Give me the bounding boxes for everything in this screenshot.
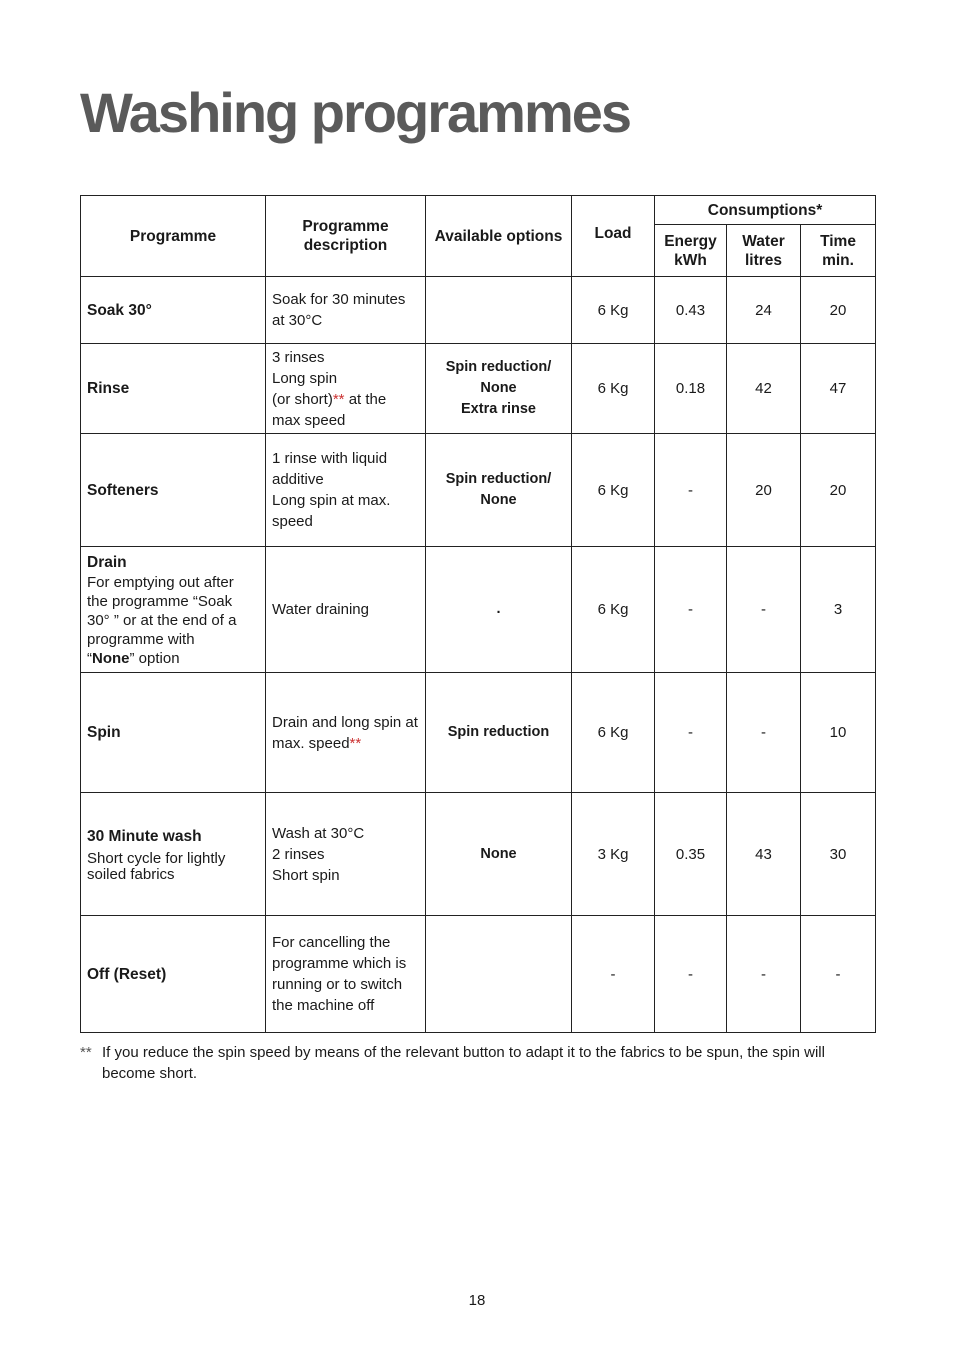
programme-name: Soak 30° bbox=[81, 277, 266, 344]
time-value: 47 bbox=[801, 344, 876, 434]
load-value: 6 Kg bbox=[572, 277, 655, 344]
load-value: 3 Kg bbox=[572, 793, 655, 916]
water-value: 43 bbox=[727, 793, 801, 916]
energy-value: - bbox=[655, 434, 727, 547]
available-options: Spin reduction/ None Extra rinse bbox=[426, 344, 572, 434]
programme-description: 1 rinse with liquid additive Long spin at max. speed bbox=[266, 434, 426, 547]
programme-name: Off (Reset) bbox=[81, 916, 266, 1033]
programme-cell: Drain For emptying out after the programme “Soak 30° ” or at the end of a programme with “None” option bbox=[81, 547, 266, 673]
page-number: 18 bbox=[468, 1292, 486, 1309]
time-value: 20 bbox=[801, 434, 876, 547]
table-row bbox=[81, 277, 876, 344]
header-consumptions: Consumptions* bbox=[655, 196, 876, 225]
energy-value: 0.43 bbox=[655, 277, 727, 344]
header-water: Water litres bbox=[727, 225, 801, 277]
time-value: 20 bbox=[801, 277, 876, 344]
programme-description: Soak for 30 minutes at 30°C bbox=[266, 277, 426, 344]
table-row bbox=[81, 547, 876, 673]
available-options: Spin reduction bbox=[426, 673, 572, 793]
available-options: Spin reduction/ None bbox=[426, 434, 572, 547]
footnote-mark: ** bbox=[80, 1044, 92, 1061]
table-row bbox=[81, 793, 876, 916]
energy-value: - bbox=[655, 673, 727, 793]
load-value: 6 Kg bbox=[572, 344, 655, 434]
footnote-asterisks: ** bbox=[349, 734, 362, 752]
programme-name: 30 Minute wash bbox=[87, 827, 202, 845]
table-row bbox=[81, 673, 876, 793]
water-value: 24 bbox=[727, 277, 801, 344]
table-row bbox=[81, 344, 876, 434]
footnote-asterisks: ** bbox=[332, 390, 345, 408]
programme-description: 3 rinses Long spin (or short)** at the max speed bbox=[266, 344, 426, 434]
programme-name: Softeners bbox=[81, 434, 266, 547]
water-value: - bbox=[727, 916, 801, 1033]
load-value: - bbox=[572, 916, 655, 1033]
programmes-table bbox=[80, 195, 876, 1033]
energy-value: - bbox=[655, 547, 727, 673]
time-value: 3 bbox=[801, 547, 876, 673]
header-options: Available options bbox=[426, 196, 572, 277]
header-energy: Energy kWh bbox=[655, 225, 727, 277]
available-options: . bbox=[426, 547, 572, 673]
programme-cell: 30 Minute wash Short cycle for lightly soiled fabrics bbox=[81, 793, 266, 916]
header-load: Load bbox=[572, 196, 655, 277]
programme-description: Wash at 30°C 2 rinses Short spin bbox=[266, 793, 426, 916]
footnote-text: If you reduce the spin speed by means of the relevant button to adapt it to the fabrics to be spun, the spin will become short. bbox=[102, 1044, 825, 1082]
programme-name: Rinse bbox=[81, 344, 266, 434]
water-value: - bbox=[727, 673, 801, 793]
available-options: None bbox=[426, 793, 572, 916]
programme-description: Water draining bbox=[266, 547, 426, 673]
time-value: 30 bbox=[801, 793, 876, 916]
time-value: - bbox=[801, 916, 876, 1033]
energy-value: 0.18 bbox=[655, 344, 727, 434]
table-row bbox=[81, 434, 876, 547]
available-options bbox=[426, 277, 572, 344]
programme-name: Spin bbox=[81, 673, 266, 793]
energy-value: 0.35 bbox=[655, 793, 727, 916]
programme-description: Drain and long spin at max. speed** bbox=[266, 673, 426, 793]
table-row bbox=[81, 916, 876, 1033]
programme-name: Drain bbox=[87, 553, 127, 571]
header-description: Programme description bbox=[266, 196, 426, 277]
energy-value: - bbox=[655, 916, 727, 1033]
available-options bbox=[426, 916, 572, 1033]
load-value: 6 Kg bbox=[572, 673, 655, 793]
page-title: Washing programmes bbox=[80, 81, 631, 144]
water-value: 20 bbox=[727, 434, 801, 547]
water-value: 42 bbox=[727, 344, 801, 434]
load-value: 6 Kg bbox=[572, 434, 655, 547]
programme-description: For cancelling the programme which is running or to switch the machine off bbox=[266, 916, 426, 1033]
header-time: Time min. bbox=[801, 225, 876, 277]
water-value: - bbox=[727, 547, 801, 673]
time-value: 10 bbox=[801, 673, 876, 793]
header-programme: Programme bbox=[81, 196, 266, 277]
footnote bbox=[80, 1042, 870, 1084]
load-value: 6 Kg bbox=[572, 547, 655, 673]
